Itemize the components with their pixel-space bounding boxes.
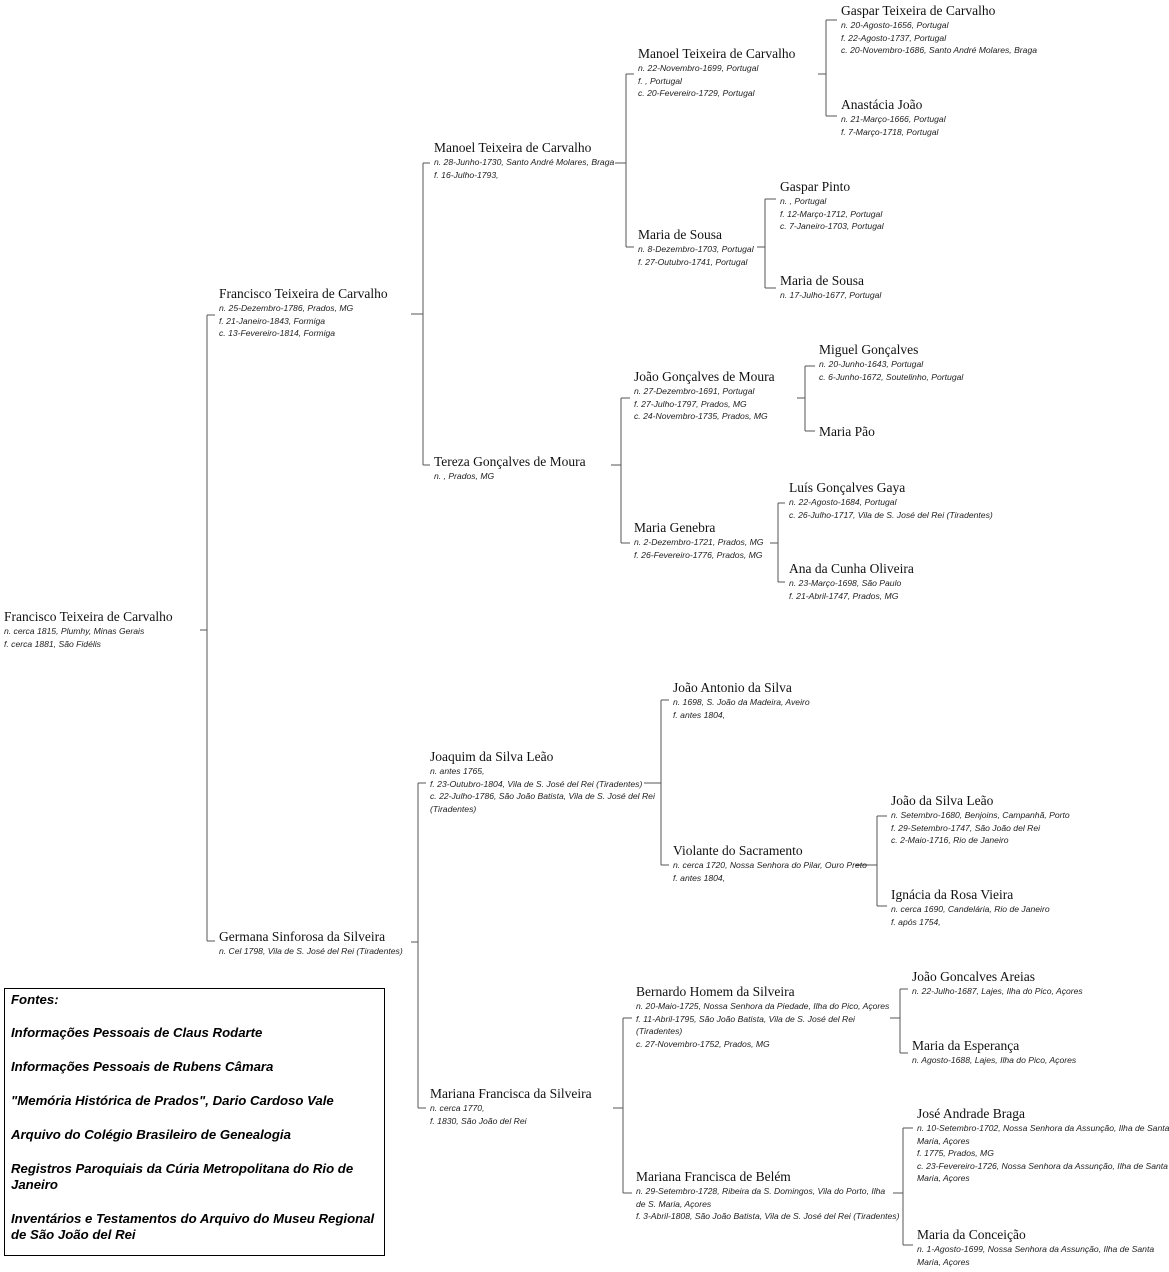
person-p11 [634,520,763,561]
person-detail: Maria, Açores [917,1256,970,1267]
person-detail: n. , Prados, MG [434,471,495,481]
person-name: Gaspar Pinto [780,179,851,194]
person-detail: n. 20-Agosto-1656, Portugal [841,20,949,30]
person-p1 [4,609,173,650]
person-detail: f. 29-Setembro-1747, São João del Rei [891,822,1041,833]
person-p15 [636,1169,899,1223]
person-detail: n. 23-Março-1698, São Paulo [789,578,902,588]
person-name: Maria Pão [819,424,875,439]
person-name: Mariana Francisca de Belém [636,1169,791,1184]
person-detail: n. 22-Julho-1687, Lajes, Ilha do Pico, Açores [912,986,1083,996]
person-detail: n. 20-Junho-1643, Portugal [819,359,924,369]
person-p23 [789,561,914,602]
person-name: Manoel Teixeira de Carvalho [434,140,592,155]
person-detail: n. antes 1765, [430,766,485,776]
person-p16 [841,3,1037,57]
person-detail: f. 7-Março-1718, Portugal [841,126,939,137]
person-p17 [841,97,946,138]
person-detail: de S. Maria, Açores [636,1198,712,1209]
person-name: João Antonio da Silva [673,680,792,695]
person-detail: n. 28-Junho-1730, Santo André Molares, Braga [434,157,615,167]
person-name: Maria de Sousa [638,227,722,242]
person-detail: c. 26-Julho-1717, Vila de S. José del Rei (Tiradentes) [789,509,993,520]
person-detail: f. 26-Fevereiro-1776, Prados, MG [634,549,763,560]
person-name: Ana da Cunha Oliveira [789,561,914,576]
person-detail: c. 23-Fevereiro-1726, Nossa Senhora da Assunção, Ilha de Santa [917,1160,1168,1171]
person-detail: f. cerca 1881, São Fidélis [4,638,101,649]
person-name: Joaquim da Silva Leão [430,749,554,764]
person-detail: f. 12-Março-1712, Portugal [780,208,883,219]
person-p14 [636,984,889,1050]
person-p5 [434,454,586,483]
person-detail: n. cerca 1690, Candelária, Rio de Janeiro [891,904,1050,914]
person-name: Francisco Teixeira de Carvalho [219,286,388,301]
person-detail: f. 11-Abril-1795, São João Batista, Vila de S. José del Rei [636,1013,855,1024]
source-item: "Memória Histórica de Prados", Dario Cardoso Vale [11,1093,334,1108]
person-detail: f. 27-Julho-1797, Prados, MG [634,398,747,409]
person-name: Miguel Gonçalves [819,342,919,357]
person-detail: f. após 1754, [891,916,941,927]
person-name: João Gonçalves de Moura [634,369,775,384]
person-name: João da Silva Leão [891,793,994,808]
person-p18 [780,179,884,233]
person-detail: f. 21-Abril-1747, Prados, MG [789,590,899,601]
person-name: Violante do Sacramento [673,843,803,858]
person-detail: f. 16-Julho-1793, [434,169,499,180]
person-p13 [673,843,867,884]
person-p19 [780,273,881,302]
source-item: Informações Pessoais de Rubens Câmara [11,1059,274,1074]
person-detail: c. 22-Julho-1786, São João Batista, Vila de S. José del Rei [430,791,655,802]
person-detail: c. 2-Maio-1716, Rio de Janeiro [891,835,1009,846]
person-detail: Maria, Açores [917,1173,970,1184]
person-detail: n. 10-Setembro-1702, Nossa Senhora da Assunção, Ilha de Santa [917,1123,1169,1133]
person-detail: (Tiradentes) [430,803,477,814]
person-detail: n. 2-Dezembro-1721, Prados, MG [634,537,764,547]
person-name: Anastácia João [841,97,923,112]
source-item: Inventários e Testamentos do Arquivo do Museu Regional de São João del Rei [11,1211,375,1242]
source-item: Arquivo do Colégio Brasileiro de Genealogia [11,1127,291,1142]
person-p7 [430,1086,592,1127]
person-name: Maria da Conceição [917,1227,1026,1242]
sources-title: Fontes: [11,992,59,1007]
person-name: Luís Gonçalves Gaya [789,480,906,495]
person-p26 [912,969,1083,998]
person-p2 [219,286,388,340]
person-detail: c. 20-Fevereiro-1729, Portugal [638,88,755,99]
person-detail: n. 21-Março-1666, Portugal [841,114,946,124]
person-name: Mariana Francisca da Silveira [430,1086,592,1101]
person-detail: n. cerca 1815, Plumhy, Minas Gerais [4,626,145,636]
person-detail: f. 1775, Prados, MG [917,1148,994,1159]
source-item: Informações Pessoais de Claus Rodarte [11,1025,263,1040]
person-detail: c. 6-Junho-1672, Soutelinho, Portugal [819,371,964,382]
person-p9 [638,227,754,268]
sources-box [4,988,385,1256]
person-name: Ignácia da Rosa Vieira [891,887,1014,902]
person-detail: n. Setembro-1680, Benjoins, Campanhã, Porto [891,810,1070,820]
person-p20 [819,342,963,383]
person-p10 [634,369,775,423]
person-detail: c. 20-Novembro-1686, Santo André Molares, Braga [841,45,1038,56]
person-name: Francisco Teixeira de Carvalho [4,609,173,624]
person-name: Germana Sinforosa da Silveira [219,929,386,944]
person-name: Tereza Gonçalves de Moura [434,454,586,469]
person-name: João Goncalves Areias [912,969,1035,984]
person-detail: n. cerca 1720, Nossa Senhora do Pilar, Ouro Preto [673,860,867,870]
person-p24 [891,793,1070,847]
person-detail: Maria, Açores [917,1135,970,1146]
person-detail: n. 25-Dezembro-1786, Prados, MG [219,303,354,313]
person-detail: f. , Portugal [638,75,682,86]
person-detail: c. 7-Janeiro-1703, Portugal [780,221,884,232]
person-detail: n. Agosto-1688, Lajes, Ilha do Pico, Açores [912,1055,1077,1065]
person-detail: (Tiradentes) [636,1026,683,1037]
person-detail: c. 24-Novembro-1735, Prados, MG [634,411,768,422]
person-detail: n. 1-Agosto-1699, Nossa Senhora da Assunção, Ilha de Santa [917,1244,1155,1254]
person-detail: n. 17-Julho-1677, Portugal [780,290,882,300]
person-name: Maria da Esperança [912,1038,1020,1053]
person-detail: c. 13-Fevereiro-1814, Formiga [219,328,336,339]
person-p3 [219,929,403,958]
person-detail: n. 20-Maio-1725, Nossa Senhora da Piedade, Ilha do Pico, Açores [636,1001,890,1011]
person-p22 [789,480,993,521]
person-p25 [891,887,1050,928]
person-detail: n. 27-Dezembro-1691, Portugal [634,386,755,396]
person-name: Manoel Teixeira de Carvalho [638,46,796,61]
person-detail: n. 22-Agosto-1684, Portugal [789,497,897,507]
person-name: Gaspar Teixeira de Carvalho [841,3,996,18]
person-detail: f. 21-Janeiro-1843, Formiga [219,315,326,326]
source-item: Registros Paroquiais da Cúria Metropolitana do Rio de Janeiro [11,1161,354,1192]
person-name: Maria Genebra [634,520,716,535]
person-detail: f. 3-Abril-1808, São João Batista, Vila de S. José del Rei (Tiradentes) [636,1211,900,1222]
person-detail: n. cerca 1770, [430,1103,485,1113]
person-p28 [917,1106,1169,1185]
person-detail: n. 29-Setembro-1728, Ribeira da S. Domingos, Vila do Porto, Ilha [636,1186,886,1196]
person-p4 [434,140,614,181]
person-detail: n. 8-Dezembro-1703, Portugal [638,244,754,254]
person-detail: f. 22-Agosto-1737, Portugal [841,32,947,43]
person-name: José Andrade Braga [917,1106,1025,1121]
person-name: Bernardo Homem da Silveira [636,984,795,999]
person-detail: n. 1698, S. João da Madeira, Aveiro [673,697,810,707]
person-detail: c. 27-Novembro-1752, Prados, MG [636,1038,770,1049]
person-p21 [819,424,875,440]
person-detail: f. antes 1804, [673,872,726,883]
person-name: Maria de Sousa [780,273,864,288]
person-detail: f. 23-Outubro-1804, Vila de S. José del Rei (Tiradentes) [430,778,643,789]
person-p27 [912,1038,1076,1067]
person-detail: n. , Portugal [780,196,827,206]
person-p8 [638,46,795,100]
person-detail: f. antes 1804, [673,709,726,720]
person-detail: f. 1830, São João del Rei [430,1115,527,1126]
person-p29 [917,1227,1154,1268]
person-detail: n. 22-Novembro-1699, Portugal [638,63,759,73]
person-detail: n. Cel 1798, Vila de S. José del Rei (Tiradentes) [219,946,403,956]
person-detail: f. 27-Outubro-1741, Portugal [638,256,748,267]
person-p12 [673,680,810,721]
person-p6 [430,749,655,815]
